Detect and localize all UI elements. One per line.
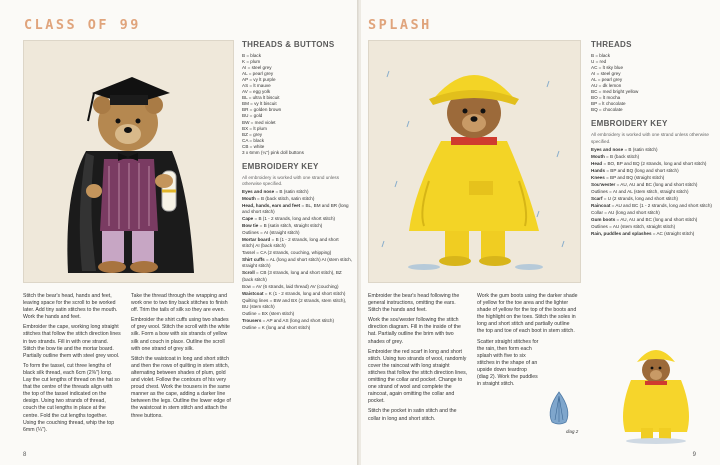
embroidery-key-heading: EMBROIDERY KEY bbox=[591, 119, 668, 129]
thread-item: CA = black bbox=[242, 137, 265, 143]
key-entry: Bow tie = B (satin stitch, straight stitch) bbox=[242, 223, 323, 229]
thread-item: AC = lt sky blue bbox=[591, 65, 624, 71]
key-entry: Bow = AV (6 strands, laid thread) AV (couching) bbox=[242, 283, 339, 289]
thread-item: AP = vy lt purple bbox=[242, 77, 276, 83]
thread-item: BX = lt plum bbox=[242, 125, 267, 131]
key-entry: Outlines = AI (straight stitch) bbox=[242, 230, 300, 236]
key-entry: Shirt cuffs = AL (long and short stitch) AI (stem stitch, straight stitch) bbox=[242, 257, 352, 269]
key-note: All embroidery is worked with one strand unless otherwise specified. bbox=[242, 174, 340, 186]
key-entry: Scroll = CB (3 strands, long and short stitch), BZ (back stitch) bbox=[242, 270, 342, 282]
thread-item: B = black bbox=[242, 53, 262, 58]
paragraph: Stitch the bear's head, hands and feet, leaving space for the scroll to be worked later. Add tiny satin stitches to the mouth. Work the hands and feet. bbox=[23, 293, 118, 321]
key-entry: Outline = K (long and short stitch) bbox=[242, 324, 311, 330]
key-entry: Head, hands, ears and feet = BL, BM and BR (long and short stitch) bbox=[242, 202, 349, 215]
bear-raincoat-embroidery bbox=[368, 40, 581, 283]
key-entry: Mortar board = B (1 - 2 strands, long and short stitch) AI (back stitch) bbox=[242, 237, 339, 249]
key-entry: Eyes and nose = B (satin stitch) bbox=[591, 146, 658, 152]
key-entry: Sou'wester = AU, AU and BC (long and short stitch) bbox=[591, 181, 698, 187]
key-entry: Mouth = B (back stitch) bbox=[591, 153, 640, 159]
instructions-column-2 bbox=[477, 293, 578, 391]
thread-item: U = red bbox=[591, 59, 607, 65]
splash-diagram bbox=[542, 388, 576, 428]
paragraph: To form the tassel, cut three lengths of black silk thread, each 6cm (2⅜") long. Lay the cut lengths of thread on the hat so that the centre of the threads align with the top of the tassel indicated on the design. Using two strands of thread, couch the cut lengths in place at the centre. Fold the cut lengths together. Using the couching thread, whip the top 6mm (¼"). bbox=[23, 362, 120, 433]
paragraph: Stitch the waistcoat in long and short stitch and then the rows of quilting in stem stitch, alternating between shades of plum, gold and violet. Follow the contours of his very proud chest. Work the trousers in the same manner as the cape, adding a darker line between the legs. Outline the lower edge of the waistcoat in stem stitch and attach the three buttons. bbox=[131, 355, 231, 419]
key-note: All embroidery is worked with one strand unless otherwise specified. bbox=[591, 132, 709, 144]
page-title: CLASS OF 99 bbox=[24, 17, 141, 33]
key-entry: Scarf = U (2 strands, long and short stitch) bbox=[591, 195, 678, 201]
key-entry: Knees = BP and BQ (straight stitch) bbox=[591, 174, 665, 180]
threads-heading: THREADS & BUTTONS bbox=[242, 40, 335, 49]
materials-sidebar bbox=[242, 40, 352, 332]
thread-item: BW = med violet bbox=[242, 119, 276, 125]
thread-item: AL = pearl grey bbox=[591, 77, 623, 83]
key-entry: Outlines = AU (stem stitch, straight stitch) bbox=[591, 224, 676, 230]
key-entry: Cape = B (1 - 2 strands, long and short stitch) bbox=[242, 216, 336, 222]
key-entry: Quilting lines = BW and BX (2 strands, stem stitch), BU (stem stitch) bbox=[242, 297, 347, 309]
key-entry: Collar = AU (long and short stitch) bbox=[591, 209, 660, 215]
thread-item: AI = steel grey bbox=[242, 65, 272, 71]
key-entry: Waistcoat = K (1 - 2 strands, long and short stitch) bbox=[242, 290, 346, 296]
key-entry: Outlines = AI and AL (stem stitch, straight stitch) bbox=[591, 188, 689, 194]
paragraph: Embroider the shirt cuffs using two shades of grey wool. Stitch the scroll with the white silk. Form a bow with six strands of yellow silk and couch in place. Outline the scroll with one strand of grey silk. bbox=[131, 317, 230, 352]
thread-item: AU = dk lemon bbox=[591, 83, 622, 89]
key-entry: Mouth = B (back stitch, satin stitch) bbox=[242, 195, 315, 201]
instructions-column-2 bbox=[131, 293, 232, 423]
key-entry: Eyes and nose = B (satin stitch) bbox=[242, 188, 309, 194]
key-entry: Tassel = CA (2 strands, couching, whipping) bbox=[242, 250, 332, 256]
thread-item: BP = lt chocolate bbox=[591, 101, 626, 107]
page-title: SPLASH bbox=[368, 17, 432, 33]
thread-item: BQ = chocolate bbox=[591, 107, 623, 113]
finished-bear-photo bbox=[601, 340, 711, 445]
thread-item: BM = vy lt biscuit bbox=[242, 101, 277, 107]
thread-item: AV = egg yolk bbox=[242, 89, 271, 95]
instructions-column-1 bbox=[23, 293, 121, 437]
thread-item: CB = white bbox=[242, 143, 265, 149]
paragraph: Take the thread through the wrapping and work one to two tiny back stitches to finish off. Trim the tails of silk so they are even. bbox=[131, 293, 228, 314]
threads-heading: THREADS bbox=[591, 40, 632, 49]
instructions-column-1 bbox=[368, 293, 468, 426]
thread-item: BU = gold bbox=[242, 113, 263, 119]
key-entry: Hands = BP and BQ (long and short stitch) bbox=[591, 167, 679, 173]
paragraph: Embroider the bear's head following the general instructions, omitting the ears. Stitch the hands and feet. bbox=[368, 293, 460, 314]
key-entry: Raincoat = AU and BC (1 - 2 strands, long and short stitch) bbox=[591, 202, 712, 208]
left-page bbox=[0, 0, 359, 465]
paragraph: Scatter straight stitches for the rain, then form each splash with five to six stitches in the shape of an upside down teardrop (diag 2). Work the puddles in straight stitch. bbox=[477, 338, 539, 388]
thread-item: AI = steel grey bbox=[591, 71, 621, 77]
thread-item: B = black bbox=[591, 53, 611, 58]
materials-sidebar bbox=[591, 40, 714, 238]
thread-item: K = plum bbox=[242, 59, 261, 65]
key-entry: Rain, puddles and splashes = AC (straight stitch) bbox=[591, 231, 695, 237]
paragraph: Embroider the red scarf in long and short stitch. Using two strands of wool, randomly cover the raincoat with long straight stitches that follow the stitch direction lines, omitting the collar and pocket. Change to one strand of wool and complete the raincoat, again omitting the collar and pocket. bbox=[368, 348, 468, 405]
paragraph: Work the sou'wester following the stitch direction diagram. Fill in the inside of the hat. Partially outline the brim with two shades of grey. bbox=[368, 317, 461, 345]
thread-item: BR = golden brown bbox=[242, 107, 282, 113]
key-entry: Trousers = AP and AS (long and short stitch) bbox=[242, 317, 334, 323]
thread-item: BO = lt mocha bbox=[591, 95, 621, 101]
thread-item: 3 x 6mm (¼") pink doll buttons bbox=[242, 149, 304, 155]
thread-item: AL = pearl grey bbox=[242, 71, 274, 77]
graduate-bear-illustration bbox=[24, 41, 233, 282]
paragraph: Work the gum boots using the darker shade of yellow for the toe area and the lighter shade of yellow for the top of the boots and the highlight on the toes. Stitch the soles in long and short stitch and partially outline the top and toe of each boot in stem stitch. bbox=[477, 293, 578, 335]
key-entry: Gum boots = AU, AU and BC (long and short stitch) bbox=[591, 217, 698, 223]
paragraph: Stitch the pocket in satin stitch and the collar in long and short stitch. bbox=[368, 408, 457, 422]
right-page bbox=[361, 0, 720, 465]
page-number: 9 bbox=[692, 452, 696, 458]
bear-graduation-embroidery bbox=[23, 40, 234, 283]
embroidery-key-heading: EMBROIDERY KEY bbox=[242, 161, 319, 171]
key-entry: Head = BO, BP and BQ (2 strands, long and short stitch) bbox=[591, 160, 707, 166]
thread-item: BC = med bright yellow bbox=[591, 89, 639, 95]
page-number: 8 bbox=[23, 452, 27, 458]
diagram-caption: diag 2 bbox=[566, 429, 579, 434]
key-entry: Outline = BX (stem stitch) bbox=[242, 310, 295, 316]
raincoat-bear-illustration bbox=[369, 41, 580, 282]
paragraph: Embroider the cape, working long straight stitches that follow the stitch direction lines in two strands. Fill in with one strand. Stitch the bow tie and the mortar board. Partially outline them with steel grey wool. bbox=[23, 324, 121, 359]
thread-item: AS = lt mauve bbox=[242, 83, 271, 89]
thread-item: BL = ultra lt biscuit bbox=[242, 95, 280, 101]
thread-item: BZ = grey bbox=[242, 131, 263, 137]
